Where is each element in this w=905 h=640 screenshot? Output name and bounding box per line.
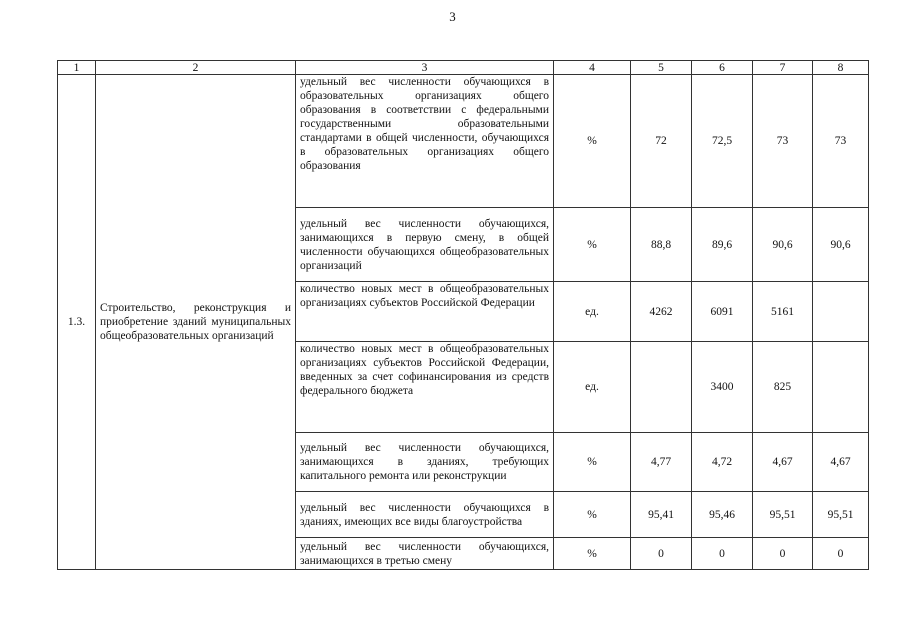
value-cell-5: 4,77 bbox=[631, 433, 692, 492]
indicator-cell: удельный вес численности обучающихся, занимающихся в первую смену, в общей численности обучающихся общеобразовательных организаций bbox=[296, 208, 554, 282]
value-cell-7: 825 bbox=[753, 342, 813, 433]
indicator-cell: количество новых мест в общеобразовательных организациях субъектов Российской Федерации, введенных за счет софинансирования из средств федерального бюджета bbox=[296, 342, 554, 433]
value-cell-8 bbox=[813, 282, 869, 342]
value-cell-6: 72,5 bbox=[692, 75, 753, 208]
unit-cell: ед. bbox=[554, 282, 631, 342]
header-row bbox=[58, 61, 869, 75]
value-cell-5: 4262 bbox=[631, 282, 692, 342]
page-number: 3 bbox=[449, 9, 456, 24]
header-col-2: 2 bbox=[96, 61, 296, 75]
item-number: 1.3. bbox=[58, 75, 96, 570]
indicator-cell: удельный вес численности обучающихся, занимающихся в третью смену bbox=[296, 538, 554, 570]
indicator-cell: количество новых мест в общеобразовательных организациях субъектов Российской Федерации bbox=[296, 282, 554, 342]
value-cell-7: 5161 bbox=[753, 282, 813, 342]
value-cell-5: 0 bbox=[631, 538, 692, 570]
value-cell-8: 4,67 bbox=[813, 433, 869, 492]
header-col-3: 3 bbox=[296, 61, 554, 75]
indicators-table bbox=[57, 60, 869, 570]
value-cell-6: 6091 bbox=[692, 282, 753, 342]
unit-cell: % bbox=[554, 208, 631, 282]
value-cell-8: 73 bbox=[813, 75, 869, 208]
value-cell-5: 88,8 bbox=[631, 208, 692, 282]
indicator-cell: удельный вес численности обучающихся в образовательных организациях общего образования в соответствии с федеральными государственными образовательными стандартами в общей численности, обучающихся в образовательных организациях общего образования bbox=[296, 75, 554, 208]
value-cell-5: 95,41 bbox=[631, 492, 692, 538]
unit-cell: % bbox=[554, 492, 631, 538]
value-cell-5 bbox=[631, 342, 692, 433]
value-cell-7: 73 bbox=[753, 75, 813, 208]
value-cell-7: 4,67 bbox=[753, 433, 813, 492]
header-col-5: 5 bbox=[631, 61, 692, 75]
value-cell-8: 95,51 bbox=[813, 492, 869, 538]
header-col-4: 4 bbox=[554, 61, 631, 75]
table-row bbox=[58, 75, 869, 208]
value-cell-8 bbox=[813, 342, 869, 433]
header-col-8: 8 bbox=[813, 61, 869, 75]
unit-cell: ед. bbox=[554, 342, 631, 433]
header-col-6: 6 bbox=[692, 61, 753, 75]
value-cell-6: 4,72 bbox=[692, 433, 753, 492]
value-cell-6: 0 bbox=[692, 538, 753, 570]
indicator-cell: удельный вес численности обучающихся, занимающихся в зданиях, требующих капитального ремонта или реконструкции bbox=[296, 433, 554, 492]
header-col-7: 7 bbox=[753, 61, 813, 75]
unit-cell: % bbox=[554, 538, 631, 570]
value-cell-6: 89,6 bbox=[692, 208, 753, 282]
item-name: Строительство, реконструкция и приобретение зданий муниципальных общеобразовательных организаций bbox=[96, 75, 296, 570]
value-cell-7: 0 bbox=[753, 538, 813, 570]
unit-cell: % bbox=[554, 75, 631, 208]
unit-cell: % bbox=[554, 433, 631, 492]
value-cell-8: 90,6 bbox=[813, 208, 869, 282]
value-cell-5: 72 bbox=[631, 75, 692, 208]
indicator-cell: удельный вес численности обучающихся в зданиях, имеющих все виды благоустройства bbox=[296, 492, 554, 538]
value-cell-7: 95,51 bbox=[753, 492, 813, 538]
value-cell-7: 90,6 bbox=[753, 208, 813, 282]
value-cell-6: 3400 bbox=[692, 342, 753, 433]
value-cell-6: 95,46 bbox=[692, 492, 753, 538]
header-col-1: 1 bbox=[58, 61, 96, 75]
value-cell-8: 0 bbox=[813, 538, 869, 570]
